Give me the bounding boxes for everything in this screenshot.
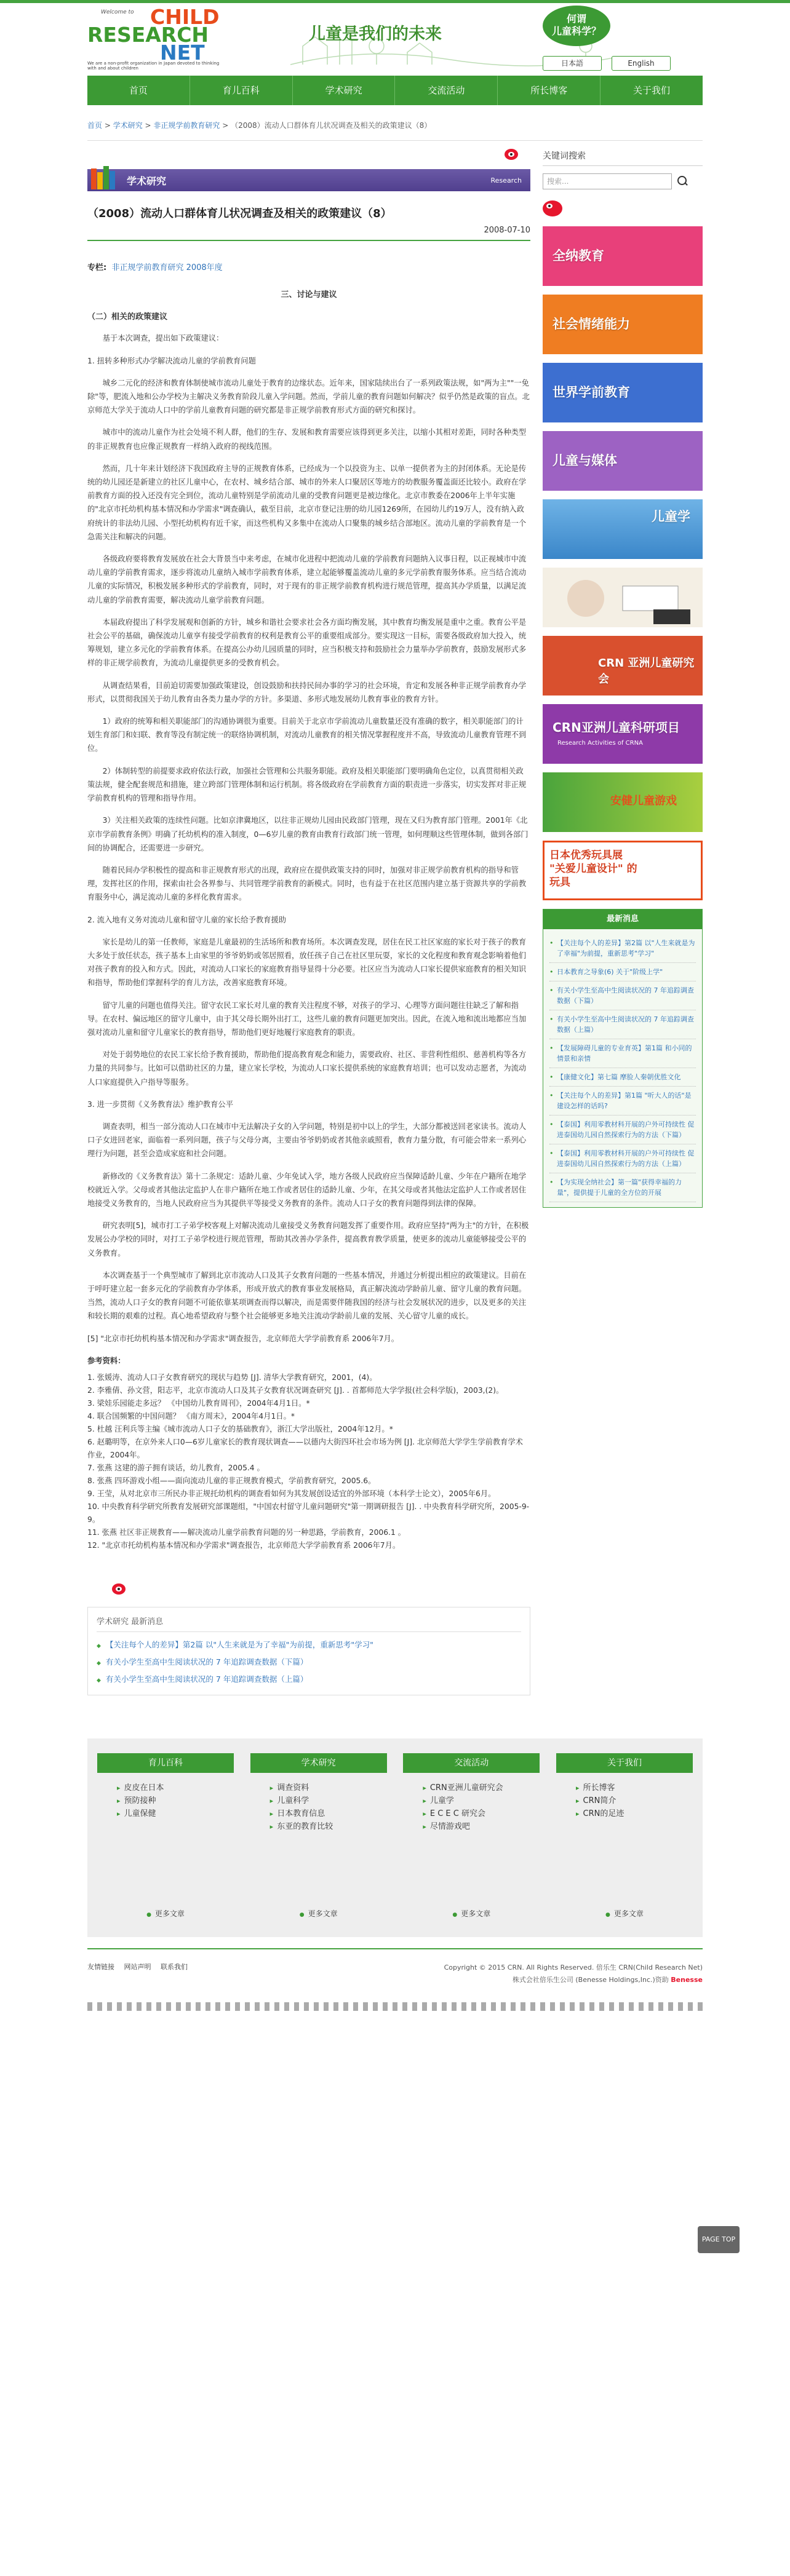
reference-item: 4. 联合国频繁的中国问题？ 《南方周末》，2004年4月1日。*: [87, 1412, 295, 1421]
footnote: [5] "北京市托幼机构基本情况和办学需求"调查报告，北京师范大学学前教育系 2006年7月。: [87, 1334, 399, 1343]
footer-more-link[interactable]: ● 更多文章: [556, 1908, 693, 1919]
footer-more-link[interactable]: ● 更多文章: [97, 1908, 234, 1919]
logo-line-research: RESEARCH: [87, 23, 209, 47]
research-latest-list: [97, 1637, 521, 1689]
research-latest-title: 学术研究 最新消息: [97, 1615, 521, 1632]
reference-item: 1. 张媛涛、流动人口子女教育研究的现状与趋势 [J]. 清华大学教育研究，2001，(4)。: [87, 1373, 377, 1382]
tile-label: 全纳教育: [553, 248, 604, 263]
paragraph: 家长是幼儿的第一任教师，家庭是儿童最初的生活场所和教育场所。本次调查发现，居住在民工社区家庭的家长对于孩子的教育大多处于放任状态，孩子基本上由家里的爷爷奶奶或邻居照看，放任孩子自己在社区里玩耍，家长的文化程度和教育观念影响着他们对孩子教育的投入和方式。因此，对流动人口家长的家庭教育指导显得十分必要。社区应当为流动人口家长提供家庭教育的相关知识和指导，帮助他们掌握科学的育儿方法，改善家庭教育环境。: [87, 937, 527, 988]
footer-link[interactable]: ▸ E C E C 研究会: [423, 1807, 540, 1820]
footer-link[interactable]: ▸ 儿童保健: [117, 1807, 234, 1820]
article-section-heading: 三、讨论与建议: [281, 290, 337, 299]
paragraph: 调查表明，相当一部分流动人口在城市中无法解决子女的入学问题，特别是初中以上的学生，大部分都被送回老家读书。流动人口子女进回老家，面临着一系列问题，孩子与父母分离，主要由爷爷奶奶或者其他亲戚照看，教育力量分散，有可能会带来一系列心理行为问题，甚至会造成家庭和社会问题。: [87, 1122, 527, 1159]
section-title-en: Research: [490, 176, 522, 184]
column-label: 专栏:: [87, 263, 107, 272]
footer-link[interactable]: ▸ CRN简介: [576, 1794, 693, 1807]
paragraph: 留守儿童的问题也值得关注。留守农民工家长对儿童的教育关注程度不够，对孩子的学习、心理等方面问题往往缺乏了解和指导。在农村、偏远地区的留守儿童中，由于其父母长期外出打工，这些儿童的教育问题更加突出。因此，在流入地和流出地都应当加强对流动儿童和留守儿童家长的教育指导，帮助他们更好地履行家庭教育的职责。: [87, 1001, 527, 1037]
company-line: [444, 1974, 703, 1986]
footer-col-research: [250, 1753, 387, 1919]
footer-link[interactable]: ▸ 尽情游戏吧: [423, 1820, 540, 1833]
page-wrapper: [87, 3, 736, 2243]
tile-label: 世界学前教育: [553, 385, 630, 400]
footer-col-exchange: [403, 1753, 540, 1919]
reference-item: 11. 张燕 社区非正规教育——解决流动儿童学前教育问题的另一种思路，学前教育，2006.1 。: [87, 1528, 405, 1537]
tile-label: 儿童与媒体: [553, 453, 617, 468]
sidebar-weibo: [543, 200, 703, 216]
paragraph-heading: 3. 进一步贯彻《义务教育法》维护教育公平: [87, 1100, 233, 1109]
main-nav: [87, 76, 703, 105]
paragraph: 随着民间办学积极性的提高和非正规教育形式的出现，政府应在提供政策支持的同时，加强对非正规学前教育机构的指导和管理，发挥社区的作用，探索由社会各界参与、共同管理学前教育的新模式。同时，也有益于在社区范围内建立基于资源共享的学前教育服务中心，满足流动儿童的多样化教育需求。: [87, 865, 527, 902]
tile-label: 儿童学: [652, 509, 690, 524]
search-box: [543, 173, 703, 189]
footer-more-link[interactable]: ● 更多文章: [403, 1908, 540, 1919]
tile-children-media[interactable]: [543, 431, 703, 491]
news-item[interactable]: • 日本教育之导象(6) 关于"阶级上学": [549, 963, 696, 981]
article-title: （2008）流动人口群体育儿状况调查及相关的政策建议（8）: [87, 207, 392, 220]
reference-item: 7. 张燕 这建的游子拥有谈话，幼儿教育，2005.4 。: [87, 1464, 265, 1472]
footer-link[interactable]: ▸ 皮皮在日本: [117, 1781, 234, 1794]
footer-link[interactable]: ▸ 调查资料: [270, 1781, 387, 1794]
footer-col-list: [556, 1773, 693, 1908]
footer-col-title[interactable]: 育儿百科: [97, 1753, 234, 1773]
paragraph: 1）政府的统筹和相关职能部门的沟通协调很为重要。目前关于北京市学前流动儿童数量还没有准确的数字，相关职能部门的计划生育部门和妇联、教育等没有制定统一的联络协调机制，对流动儿童教育的相关情况掌握程度并不高，导致流动儿童教育管理不到位。: [87, 717, 527, 753]
weibo-share-icon[interactable]: [505, 149, 518, 160]
tile-crna-projects[interactable]: [543, 704, 703, 764]
logo-wordmark: [87, 5, 220, 65]
director-portrait-image: [543, 568, 703, 627]
tile-inclusive-education[interactable]: [543, 226, 703, 286]
breadcrumb: [87, 105, 703, 141]
site-logo[interactable]: [87, 5, 235, 71]
paragraph: 研究表明[5]，城市打工子弟学校客观上对解决流动儿童接受义务教育问题发挥了重要作用。政府应坚持"两为主"的方针，在积极发展公办学校的同时，对打工子弟学校进行规范管理，帮助其改善办学条件，提高教育教学质量，使更多的流动儿童能够接受公平的义务教育。: [87, 1221, 529, 1258]
tile-crn-asia-research[interactable]: [543, 636, 703, 696]
article-body: [87, 288, 530, 1552]
latest-item[interactable]: ◆ 有关小学生至高中生阅读状况的 7 年追踪调查数据（上篇）: [97, 1671, 521, 1689]
footer-link[interactable]: ▸ 日本教育信息: [270, 1807, 387, 1820]
tile-toy-awards[interactable]: [543, 841, 703, 900]
tile-label: 社会情绪能力: [553, 317, 630, 331]
tile-child-science[interactable]: [543, 499, 703, 559]
breadcrumb-sep: >: [102, 121, 113, 130]
news-item[interactable]: • 【为实现全纳社会】第一篇"获得幸福的力量"，提供提于儿童的全方位的开展: [549, 1173, 696, 1202]
footer-nav: [87, 1738, 703, 1937]
tile-label: CRN 亚洲儿童研究会: [598, 657, 695, 686]
news-list: [543, 929, 702, 1207]
reference-item: 12. "北京市托幼机构基本情况和办学需求"调查报告，北京师范大学学前教育系 2006年7月。: [87, 1541, 401, 1550]
footer-link-friends[interactable]: 友情链接: [87, 1962, 114, 1971]
paragraph: 各级政府要将教育发展放在社会大背景当中来考虑，在城市化进程中把流动儿童的学前教育问题纳入议事日程，以正视城市中流动儿童的学前教育需求，逐步将流动儿童纳入城市学前教育体系，建立起能够覆盖流动儿童的多元学前教育服务体系。应当结合流动儿童的实际情况，积极发展多种形式的学前教育，同时，对于现有的非正规学前教育机构进行规范管理，提高其办学质量，以满足流动儿童的学前教育需要，解决流动儿童学前教育问题。: [87, 555, 527, 604]
company-text: 株式会社倍乐生公司 (Benesse Holdings,Inc.)资助: [512, 1975, 669, 1984]
search-icon[interactable]: [677, 175, 689, 188]
footer-link[interactable]: ▸ 东亚的教育比较: [270, 1820, 387, 1833]
news-item[interactable]: • 【发展障碍儿童的专业育英】第1篇 和小同的情景和亲情: [549, 1039, 696, 1068]
paragraph: 然而，几十年来计划经济下我国政府主导的正规教育体系，已经成为一个以投资为主、以单一提供者为主的封闭体系。无论是传统的幼儿园还是新建立的社区儿童中心，在农村、城乡结合部、城市的外来人口聚居区等地方的幼教服务覆盖面还比较小。政府在学前教育方面的投入还没有完全到位，流动儿童特别是学前流动儿童的受教育问题更是被边缘化。北京市教委在2006年上半年实施的"北京市托幼机构基本情况和办学需求"调查确认，截至目前，北京市登记注册的幼儿园1269所，在园幼儿约19万人，没有纳入政府统计的非法幼儿园、小型托幼机构有近千家，而这些机构又多集中在流动人口聚集的城乡结合部地区。流动儿童的学前教育是一个急需关注和解决的问题。: [87, 464, 527, 541]
footer-col-title[interactable]: 交流活动: [403, 1753, 540, 1773]
paragraph-heading: 2. 流入地有义务对流动儿童和留守儿童的家长给予教育援助: [87, 915, 287, 924]
news-item[interactable]: • 有关小学生至高中生阅读状况的 7 年追踪调查数据（下篇）: [549, 981, 696, 1010]
breadcrumb-sep: >: [220, 121, 231, 130]
tile-label: 安健儿童游戏: [610, 795, 677, 807]
share-area-bottom: [112, 1583, 530, 1595]
article-column-tags: [87, 261, 530, 272]
copyright-text: Copyright © 2015 CRN. All Rights Reserved. 倍乐生 CRN(Child Research Net): [444, 1963, 703, 1972]
paragraph: 城市中的流动儿童作为社会处境不利人群，他们的生存、发展和教育需要应该得到更多关注，以缩小其相对差距，同时各种类型的非正规教育也应像正规教育一样纳入政府的视线范围。: [87, 428, 527, 451]
books-icon: [91, 165, 122, 189]
footer-more-link[interactable]: ● 更多文章: [250, 1908, 387, 1919]
news-item[interactable]: • 【关注每个人的差异】第2篇 以"人生来就是为了幸福"为前提，重新思考"学习": [549, 934, 696, 963]
reference-item: 6. 赵璐明等，在京外来人口0—6岁儿童家长的教育现状调查——以德内大街四环社会市场为例 [J]. 北京师范大学学生学前教育学术作业，2004年。: [87, 1438, 523, 1459]
paragraph: 对处于弱势地位的农民工家长给予教育援助，帮助他们提高教育观念和能力，需要政府、社区、非营利性组织、慈善机构等各方力量的共同参与。比如可以借助社区的力量，建立家长学校，为流动人口家长提供系统的家庭教育培训；也可以发动志愿者，为流动人口家庭提供入户指导等服务。: [87, 1050, 527, 1087]
nav-parenting[interactable]: 育儿百科: [190, 76, 293, 105]
breadcrumb-research[interactable]: 学术研究: [113, 121, 143, 130]
paragraph: 从调查结果看，目前迫切需要加强政策建设，创设鼓励和扶持民间办事的学习的社会环境，肯定和发展各种非正规学前教育办学形式，以贯彻我国关于幼儿教育由各类力量办学的方针。多渠道、多形式地发展幼儿教育事业的教育方针。: [87, 681, 527, 703]
reference-item: 8. 张燕 四环游戏小组——面向流动儿童的非正规教育模式，学前教育研究，2005.6。: [87, 1476, 376, 1485]
tile-director-blog[interactable]: [543, 568, 703, 627]
tile-world-ece[interactable]: [543, 363, 703, 422]
logo-line-net: NET: [160, 41, 205, 65]
tile-sublabel: Research Activities of CRNA: [557, 740, 643, 747]
research-latest-box: [87, 1607, 530, 1695]
share-area-top: [87, 148, 530, 169]
footer-col-list: [403, 1773, 540, 1908]
paragraph: 3）关注相关政策的连续性问题。比如京津冀地区，以往非正规幼儿园由民政部门管理，现在又归为教育部门管理。2001年《北京市学前教育条例》明确了托幼机构的准入制度，0—6岁儿童的教育由教育行政部门统一管理，如何理顺这些管理体制，做到各部门间的协调配合，还需要进一步研究。: [87, 816, 529, 852]
latest-item[interactable]: ◆ 【关注每个人的差异】第2篇 以"人生来就是为了幸福"为前提，重新思考"学习": [97, 1637, 521, 1654]
footer-link-contact[interactable]: 联系我们: [161, 1962, 188, 1971]
tile-label: CRN亚洲儿童科研项目: [553, 720, 680, 735]
page-top-button[interactable]: PAGE TOP: [698, 2226, 740, 2253]
footer-col-parenting: [97, 1753, 234, 1919]
news-item[interactable]: • 【康健文化】第七篇 摩脸人秦朝优胜文化: [549, 1068, 696, 1087]
paragraph: 城乡二元化的经济和教育体制使城市流动儿童处于教育的边缘状态。近年来，国家陆续出台了一系列政策法规，如"两为主""一免除"等，肥流入地和公办学校为主解决义务教育阶段儿童入学问题。然而，学前儿童的教育问题如何解决？似乎仍然是政策的盲点。北京师范大学关于流动人口中的学前儿童教育问题的研究都是非正规学前教育形式方面的研究和探讨。: [87, 378, 530, 415]
lang-en-button[interactable]: English: [612, 56, 671, 71]
article-subheading: （二）相关的政策建议: [87, 312, 168, 322]
content-columns: [87, 148, 703, 1695]
section-header-bar: [87, 169, 530, 191]
reference-item: 5. 杜越 汪利兵等主编《城市流动人口子女的基础教育》，浙江大学出版社，2004年12月。*: [87, 1425, 393, 1433]
keyword-search-title: 关键词搜索: [543, 151, 586, 161]
footer-col-list: [97, 1773, 234, 1908]
breadcrumb-sep: >: [142, 121, 154, 130]
paragraph: 2）体制转型的前提要求政府依法行政，加强社会管理和公共服务职能。政府及相关职能部门要明确角色定位，以真贯彻相关政策法规，健全配套规范和措施，建立跨部门管理体制和运行机制。将各级政府在学前教育方面的职责进一步落实，切实发挥对非正规学前教育机构的管理和指导作用。: [87, 766, 527, 803]
footer-link-statement[interactable]: 网站声明: [124, 1962, 151, 1971]
news-title: 最新消息: [543, 910, 702, 929]
nav-exchange[interactable]: 交流活动: [395, 76, 498, 105]
sidebar-news-box: [543, 909, 703, 1208]
tile-safe-play[interactable]: [543, 772, 703, 832]
logo-line-child: CHILD: [150, 5, 220, 29]
references-list: [87, 1371, 530, 1552]
news-item[interactable]: • 【关注每个人的差异】第1篇 "听大人的话"是建设怎样的话吗?: [549, 1087, 696, 1116]
section-title: 学术研究: [127, 175, 167, 187]
article-date: 2008-07-10: [87, 226, 530, 241]
reference-item: 10. 中央教育科学研究所教育发展研究部课题组，"中国农村留守儿童问题研究"第一期调研报告 [J]. . 中央教育科学研究所，2005-9-9。: [87, 1502, 530, 1524]
sidebar: [543, 148, 703, 1695]
latest-item[interactable]: ◆ 有关小学生至高中生阅读状况的 7 年追踪调查数据（下篇）: [97, 1654, 521, 1671]
footer-link[interactable]: ▸ 儿童学: [423, 1794, 540, 1807]
nav-about[interactable]: 关于我们: [633, 85, 671, 96]
paragraph: 本届政府提出了科学发展观和创新的方针，城乡和谐社会要求社会各方面均衡发展，其中教育均衡发展是重中之重。教育公平是社会公平的基础，确保流动儿童享有接受学前教育的权利是教育公平的重要组成部分。要实现这一目标，需要各级政府加大投入，统筹规划，建立多元化的学前教育体系。在提高公办幼儿园质量的同时，应当积极支持和鼓励社会力量举办学前教育，鼓励发展形式多样的非正规学前教育，为流动儿童提供更多的受教育机会。: [87, 617, 527, 668]
footer-link[interactable]: ▸ 儿童科学: [270, 1794, 387, 1807]
footer-link[interactable]: ▸ 所长博客: [576, 1781, 693, 1794]
copyright-block: [444, 1962, 703, 1986]
references-title: 参考资料：: [87, 1356, 126, 1365]
tile-social-emotional[interactable]: [543, 295, 703, 354]
main-column: [87, 148, 530, 1695]
lang-ja-button[interactable]: 日本語: [543, 56, 602, 71]
footer-col-list: [250, 1773, 387, 1908]
paragraph: 基于本次调查，提出如下政策建议：: [102, 334, 224, 343]
news-item[interactable]: • 有关小学生至高中生阅读状况的 7 年追踪调查数据（上篇）: [549, 1010, 696, 1039]
footer-link[interactable]: ▸ CRN亚洲儿童研究会: [423, 1781, 540, 1794]
paragraph: 本次调查基于一个典型城市了解到北京市流动人口及其子女教育问题的一些基本情况，并通过分析提出相应的政策建议。目前在于呼吁建立起一套多元化的学前教育办学体系，形成开放式的教育事业发展格局，真正解决流动学龄前儿童、留守儿童的教育问题。当然，流动人口子女的教育问题不可能依靠某项调查而得以解决，而是需要伴随我国的经济与社会发展状况的进步，以及更多的关注和较长期的艰难的过程。真心地希望政府与整个社会能够更多地关注流动学龄前儿童的发展、关心留守儿童的成长。: [87, 1270, 527, 1321]
weibo-icon[interactable]: [543, 200, 562, 216]
tile-label: 日本优秀玩具展 "关爱儿童设计" 的玩具: [549, 849, 637, 889]
footer-col-title[interactable]: 学术研究: [250, 1753, 387, 1773]
child-science-bubble[interactable]: 何谓 儿童科学？: [543, 6, 610, 46]
search-input[interactable]: 搜索...: [543, 173, 672, 189]
breadcrumb-informal-ece[interactable]: 非正规学前教育研究: [153, 121, 220, 130]
breadcrumb-home[interactable]: 首页: [87, 121, 103, 130]
nav-director-blog[interactable]: 所长博客: [498, 76, 600, 105]
breadcrumb-current: （2008）流动人口群体育儿状况调查及相关的政策建议（8）: [231, 121, 432, 130]
footer-links: [87, 1962, 195, 1986]
reference-item: 3. 梁娃乐园能走多远？ 《中国幼儿教育周刊》，2004年4月1日。*: [87, 1399, 310, 1408]
nav-home[interactable]: 首页: [87, 76, 190, 105]
footer-link[interactable]: ▸ CRN的足迹: [576, 1807, 693, 1820]
reference-item: 2. 李雅倩、孙文营，阳志平，北京市流动人口及其子女教育状况调查研究 [J]. . 首都师范大学学报(社会科学版)，2003,(2)。: [87, 1386, 504, 1395]
divider: [543, 165, 703, 166]
news-item[interactable]: • 【泰国】利用零教材科开展的户外可持续性 促进泰国幼儿园自然探索行为的方法（上篇）: [549, 1144, 696, 1173]
paragraph-heading: 1. 扭转多种形式办学解决流动儿童的学前教育问题: [87, 356, 256, 365]
news-item[interactable]: • 【泰国】利用零教材科开展的户外可持续性 促进泰国幼儿园自然探索行为的方法（下篇）: [549, 1116, 696, 1144]
logo-tagline: We are a non-profit organization in Japan devoted to thinking with and about children: [87, 61, 220, 71]
footer-decoration: [87, 2002, 703, 2011]
footer-col-about: [556, 1753, 693, 1919]
footer-link[interactable]: ▸ 预防接种: [117, 1794, 234, 1807]
header-slogan: 儿童是我们的未来: [309, 25, 442, 44]
logo-welcome: Welcome to: [101, 9, 134, 15]
site-header: [87, 3, 703, 72]
paragraph: 新修改的《义务教育法》第十二条规定：适龄儿童、少年免试入学，地方各级人民政府应当保障适龄儿童、少年在户籍所在地学校就近入学。父母或者其他法定监护人在非户籍所在地工作或者居住的适龄儿童、少年，在其父母或者其他法定监护人工作或者居住地接受义务教育的，当地人民政府应当为其提供平等接受义务教育的条件。流动人口子女的教育问题得到法律的保障。: [87, 1171, 527, 1208]
column-link[interactable]: 非正规学前教育研究 2008年度: [111, 263, 223, 272]
benesse-logo[interactable]: Benesse: [671, 1975, 703, 1984]
footer-bottom: [87, 1948, 703, 1999]
weibo-share-icon[interactable]: [112, 1583, 126, 1595]
footer-col-title[interactable]: 关于我们: [556, 1753, 693, 1773]
reference-item: 9. 王莹，从对北京市三所民办非正规托幼机构的调查看如何为其发展创设适宜的外部环境（本科学士论文），2005年6月。: [87, 1489, 496, 1498]
nav-research[interactable]: 学术研究: [293, 76, 396, 105]
